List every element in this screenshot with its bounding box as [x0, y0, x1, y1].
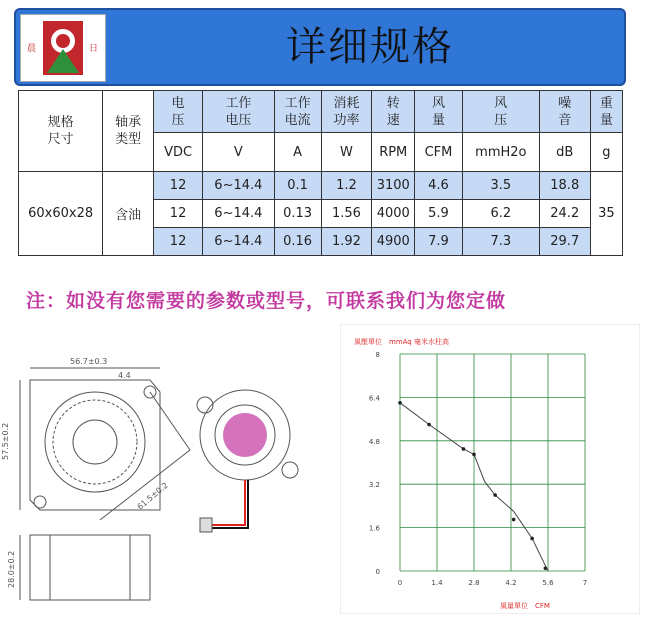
dim-hole-label: 4.4 — [118, 371, 131, 380]
dim-width-label: 56.7±0.3 — [70, 357, 108, 366]
col-spec-header: 规格尺寸 — [19, 91, 103, 172]
table-cell: 6~14.4 — [203, 228, 275, 256]
table-cell: 6~14.4 — [203, 172, 275, 200]
y-tick-label: 4.8 — [368, 437, 380, 446]
spec-table — [18, 90, 623, 256]
data-point — [530, 537, 534, 541]
table-cell: 12 — [154, 172, 203, 200]
bearing-cell: 含油 — [103, 172, 154, 256]
data-point — [512, 518, 516, 522]
x-tick-label: 2.8 — [468, 579, 480, 587]
page-title: 详细规格 — [286, 24, 454, 70]
dim-depth-label: 28.0±0.2 — [7, 550, 16, 588]
data-point — [398, 401, 402, 405]
data-point — [427, 423, 431, 427]
x-tick-label: 0 — [397, 579, 403, 587]
col-bearing-header: 轴承类型 — [103, 91, 154, 172]
table-cell: 24.2 — [539, 200, 590, 228]
table-cell: 6.2 — [462, 200, 539, 228]
table-cell: 1.56 — [321, 200, 372, 228]
size-cell: 60x60x28 — [19, 172, 103, 256]
weight-cell: 35 — [590, 172, 622, 256]
unit-cell: dB — [539, 133, 590, 172]
unit-cell: V — [203, 133, 275, 172]
header-cell: 风压 — [462, 91, 539, 133]
header-cell: 重量 — [590, 91, 622, 133]
unit-cell: CFM — [415, 133, 463, 172]
dimension-drawing — [0, 350, 320, 621]
title-banner — [14, 8, 626, 86]
table-cell: 3100 — [372, 172, 415, 200]
x-tick-label: 1.4 — [431, 579, 443, 587]
custom-order-note: 注：如没有您需要的参数或型号，可联系我们为您定做 — [26, 290, 507, 312]
x-tick-label: 4.2 — [505, 579, 517, 587]
dim-height-label: 57.5±0.2 — [1, 422, 10, 460]
pq-curve-chart — [340, 324, 640, 614]
data-point — [462, 447, 466, 451]
unit-cell: g — [590, 133, 622, 172]
logo-char-right: 日 — [89, 44, 99, 54]
table-cell: 1.2 — [321, 172, 372, 200]
chart-ylabel: 風壓單位 mmAq 毫米水柱高 — [354, 338, 449, 346]
header-cell: 工作电流 — [274, 91, 321, 133]
chart-xlabel: 風量單位 CFM — [500, 602, 550, 610]
table-cell: 1.92 — [321, 228, 372, 256]
header-cell: 噪音 — [539, 91, 590, 133]
logo-char-left: 晨 — [27, 44, 37, 54]
table-cell: 0.1 — [274, 172, 321, 200]
unit-cell: VDC — [154, 133, 203, 172]
header-cell: 消耗功率 — [321, 91, 372, 133]
unit-cell: A — [274, 133, 321, 172]
table-cell: 0.16 — [274, 228, 321, 256]
x-tick-label: 7 — [582, 579, 588, 587]
table-cell: 3.5 — [462, 172, 539, 200]
y-tick-label: 0 — [375, 568, 380, 576]
table-cell: 7.3 — [462, 228, 539, 256]
data-point — [472, 453, 476, 457]
table-cell: 7.9 — [415, 228, 463, 256]
header-cell: 转速 — [372, 91, 415, 133]
data-point — [493, 493, 497, 497]
table-cell: 5.9 — [415, 200, 463, 228]
unit-cell: RPM — [372, 133, 415, 172]
data-point — [544, 566, 548, 570]
table-cell: 0.13 — [274, 200, 321, 228]
table-cell: 4.6 — [415, 172, 463, 200]
table-cell: 29.7 — [539, 228, 590, 256]
brand-logo — [20, 14, 106, 82]
unit-cell: W — [321, 133, 372, 172]
y-tick-label: 3.2 — [368, 481, 380, 490]
table-cell: 4000 — [372, 200, 415, 228]
y-tick-label: 1.6 — [368, 524, 380, 533]
y-tick-label: 8 — [375, 351, 380, 359]
dim-diag-label: 61.5±0.2 — [135, 480, 170, 512]
header-cell: 风量 — [415, 91, 463, 133]
y-tick-label: 6.4 — [368, 394, 380, 403]
table-cell: 12 — [154, 228, 203, 256]
table-cell: 12 — [154, 200, 203, 228]
header-cell: 电压 — [154, 91, 203, 133]
table-cell: 6~14.4 — [203, 200, 275, 228]
header-cell: 工作电压 — [203, 91, 275, 133]
unit-cell: mmH2o — [462, 133, 539, 172]
table-cell: 18.8 — [539, 172, 590, 200]
x-tick-label: 5.6 — [542, 579, 554, 587]
table-cell: 4900 — [372, 228, 415, 256]
